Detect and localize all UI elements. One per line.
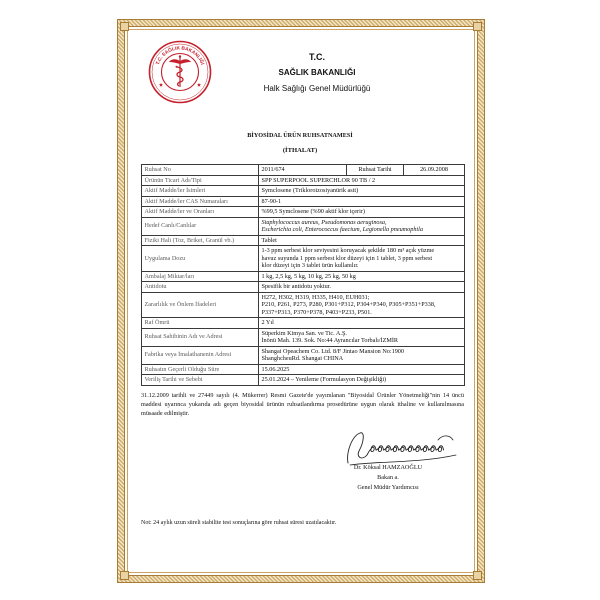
row-label: Fabrika veya İmalathanenin Adresi [142,346,259,364]
row-label: Fiziki Hali (Toz, Briket, Granül vb.) [142,235,259,246]
letterhead-state: T.C. [308,52,325,62]
signature-tail [438,436,453,440]
seal-star-icon [159,83,163,87]
table-row [142,328,465,346]
row-label: Aktif Madde/ler İsimleri [142,186,259,197]
row-value: Süperkim Kimya San. ve Tic. A.Ş. İnönü Mah. 139. Sok. No:44 Ayrancılar Torbalı/İZMİR [259,328,465,346]
document-title [200,132,400,155]
table-row [142,207,465,218]
table-row [142,364,465,375]
table-row [142,282,465,293]
signatory-block [338,463,438,493]
table-row [142,318,465,329]
row-label: Antidotu [142,282,259,293]
row-label: Ruhsat Sahibinin Adı ve Adresi [142,328,259,346]
caduceus-icon [169,55,191,87]
row-value: 2 Yıl [259,318,465,329]
row-label: Aktif Madde/ler ve Oranları [142,207,259,218]
table-row [142,346,465,364]
ministry-seal [148,40,212,104]
table-row [142,375,465,386]
table-row [142,246,465,272]
row-value: 87-90-1 [259,196,465,207]
table-row [142,217,465,235]
footnote: Not: 24 aylık uzun süreli stabilite test sonuçlarına göre ruhsat süresi uzatılacaktır. [141,520,337,526]
row-label: Uygulama Dozu [142,246,259,272]
document-title-main: BİYOSİDAL ÜRÜN RUHSATNAMESİ [247,132,353,139]
row-value: 1 kg, 2,5 kg, 5 kg, 10 kg, 25 kg, 50 kg [259,271,465,282]
license-no-value: 2011/674 [259,165,347,176]
table-row [142,196,465,207]
seal-star-icon [197,83,201,87]
row-label: Ambalaj Miktar/ları [142,271,259,282]
document-title-sub: (İTHALAT) [282,147,318,154]
row-label: Hedef Canlı/Canlılar [142,217,259,235]
row-value: 15.06.2025 [259,364,465,375]
frame-corner-ornament [120,571,129,580]
signature-stroke [348,433,444,463]
row-value: H272, H302, H319, H335, H410, EUH031; P210, P261, P273, P280, P301+P312, P304+P340, P305+P351+P338, P337+P313, P370+P378, P403+P233, P501. [259,292,465,318]
row-label: Aktif Madde/ler CAS Numaraları [142,196,259,207]
row-label: Ruhsatın Geçerli Olduğu Süre [142,364,259,375]
table-row [142,292,465,318]
row-label: Zararlılık ve Önlem İfadeleri [142,292,259,318]
license-no-label: Ruhsat No [142,165,259,176]
signatory-on-behalf: Bakan a. [377,474,399,481]
letterhead-directorate: Halk Sağlığı Genel Müdürlüğü [263,84,371,93]
license-date-label: Ruhsat Tarihi [347,165,404,176]
signatory-name: Dr. Köksal HAMZAOĞLU [353,464,423,471]
license-date-value: 26.09.2008 [404,165,465,176]
row-value: Staphylococcus aureus, Pseudomonas aeruginosa, Escherichia coli, Enterococcus faecium, Legionella pneumophila [259,217,465,235]
row-value: SPP SUPERPOOL SUPERCHLOR 90 TB / 2 [259,175,465,186]
row-value: %99,5 Symclosene (%90 aktif klor içerir) [259,207,465,218]
row-value: Tablet [259,235,465,246]
table-row [142,186,465,197]
row-label: Raf Ömrü [142,318,259,329]
table-row [142,271,465,282]
table-row [142,235,465,246]
row-label: Ürünün Ticari Adı/Tipi [142,175,259,186]
seal-ring-text-path: T.C. SAĞLIK BAKANLIĞI [155,46,205,66]
row-value: Symclosene (Trikloroizosiyanürik asit) [259,186,465,197]
frame-corner-ornament [120,22,129,31]
row-value: 1-3 ppm serbest klor seviyesini koruyacak şekilde 180 m³ açık yüzme havuz suyunda 1 ppm serbest klor düzeyi için 1 tablet, 3 ppm serbest klor düzeyi için 3 tablet ürün kullanılır. [259,246,465,272]
row-label: Veriliş Tarihi ve Sebebi [142,375,259,386]
signatory-position: Genel Müdür Yardımcısı [357,484,419,491]
license-table [141,164,465,386]
row-value: Spesifik bir antidotu yoktur. [259,282,465,293]
letterhead [236,49,398,97]
approval-statement: 31.12.2009 tarihli ve 27449 sayılı (4. Mükerrer) Resmi Gazete'de yayımlanan "Biyosidal Ürünler Yönetmeliği"nin 14 üncü maddesi uyarınca yukarıda adı geçen biyosidal ürünün ruhsatlandırma prosedürüne uygun olarak ithaline ve kullanılmasına müsaade edilmiştir. [141,392,464,417]
row-value: Shangai Opeachem Co. Ltd. 8/F Jintao Mansion No:1900 ShanghcheuRd. Shangai CHINA [259,346,465,364]
letterhead-ministry: SAĞLIK BAKANLIĞI [278,68,356,77]
table-row [142,165,465,176]
table-row [142,175,465,186]
row-value: 25.01.2024 – Yenileme (Formulasyon Değişikliği) [259,375,465,386]
frame-corner-ornament [473,571,482,580]
frame-corner-ornament [473,22,482,31]
